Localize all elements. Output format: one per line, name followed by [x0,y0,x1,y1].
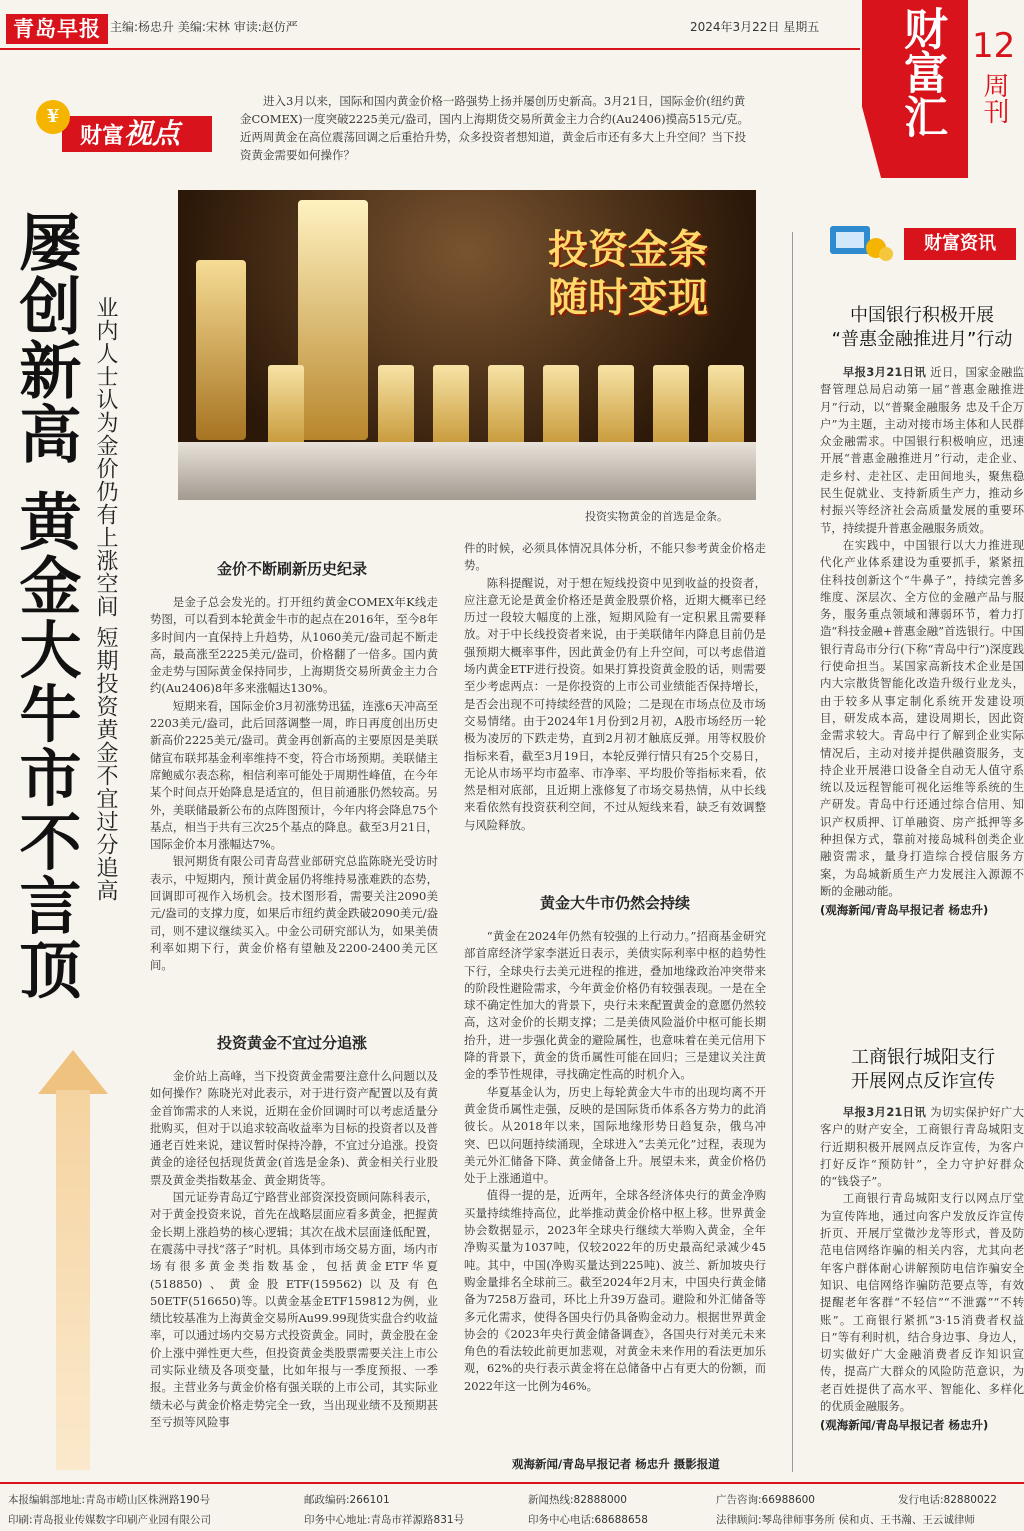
finance-news-icon [826,216,896,264]
weekly-label: 周刊 [979,72,1009,124]
intro-paragraph: 进入3月以来，国际和国内黄金价格一路强势上扬并屡创历史新高。3月21日，国际金价(纽约黄金COMEX)一度突破2225美元/盎司，国内上海期货交易所黄金主力合约(Au2406)摸高515元/克。近两周黄金在高位震荡回调之后重拾升势，众多投资者想知道，黄金后市还有多大上升空间？当下投资黄金需要如何操作？ [240,94,749,162]
right-article-2-body [820,1104,1024,1435]
section-name: 财富汇 [896,6,947,138]
paragraph: 值得一提的是，近两年，全球各经济体央行的黄金净购买量持续维持高位，此举推动黄金价格中枢上移。世界黄金协会数据显示，2023年全球央行继续大举购入黄金，全年净购买量为1037吨，仅较2022年的历史最高纪录减少45吨。其中，中国(净购买量达到225吨)、波兰、新加坡央行购金量排名全球前三。截至2024年2月末，中国央行黄金储备为7258万盎司，环比上升39万盎司。避险和外汇储备等多元化需求，使得各国央行仍具备购金动力。根据世界黄金协会的《2023年央行黄金储备调查》，各国央行对美元未来角色的看法较此前更加悲观，对黄金未来作用的看法更加乐观，62%的央行表示黄金将在总储备中占有更大的份额，而2022年这一比例为46%。 [464,1188,766,1393]
photo-title-line1: 投资金条 [548,227,708,273]
title-line: 开展网点反诈宣传 [851,1071,995,1092]
article-lead: 早报3月21日讯 [842,365,927,379]
footer-hotline: 新闻热线:82888000 [528,1494,627,1506]
section-body-2-continued [464,540,766,834]
photo-title-line2: 随时变现 [548,275,708,321]
paragraph: 工商银行青岛城阳支行以网点厅堂为宣传阵地，通过向客户发放反诈宣传折页、开展厅堂微沙龙等形式，普及防范电信网络诈骗的相关内容，尤其向老年客户群体耐心讲解预防电信诈骗安全知识、电信网络诈骗防范要点等，有效提醒老年客群“不轻信”“不泄露”“不转账”。工商银行紧抓“3·15消费者权益日”等有利时机，结合身边事、身边人，切实做好广大金融消费者反诈知识宣传，提高广大群众的风险防范意识，为老百姓提供了高水平、智能化、多样化的优质金融服务。 [820,1191,1024,1414]
column-label-prefix: 财富 [80,124,125,149]
section-body-3 [464,928,766,1395]
paragraph: 为切实保护好广大客户的财产安全，工商银行青岛城阳支行近期积极开展网点反诈宣传，为客户打好反诈“预防针”，全力守护好群众的“钱袋子”。 [820,1105,1024,1189]
section-body-1 [150,594,438,975]
paragraph: 在实践中，中国银行以大力推进现代化产业体系建设为重要抓手，紧紧扭住科技创新这个“牛鼻子”，持续完善多维度、深层次、全方位的金融产品与服务，服务重点领域和薄弱环节，着力打造“科技金融+普惠金融”首选银行。中国银行青岛市分行(下称“青岛中行”)深度践行使命担当。某国家高新技术企业是国内大宗散货智能化改造升级行业龙头，由于较多从事定制化系统开发建设项目，研发成本高，建设周期长，因此资金需求较大。青岛中行了解到企业实际情况后，主动对接并提供融资服务，支持企业开展港口设备全自动无人值守系统以及远程智能可视化运维等系统的生产研发。青岛中行还通过综合信用、知识产权质押、订单融资、房产抵押等多种担保方式，靠前对接岛城科创类企业融资需求，量身打造综合授信服务方案，为岛城新质生产力发展注入源源不断的金融动能。 [820,537,1024,898]
right-article-1-title [806,304,1024,352]
page-number: 12 [972,26,1016,66]
footer-postcode: 邮政编码:266101 [304,1494,390,1506]
section-title-1: 金价不断刷新历史纪录 [216,560,367,578]
right-article-2-title [812,1046,1024,1094]
title-line: 中国银行积极开展 [850,305,994,326]
paragraph: 陈科提醒说，对于想在短线投资中见到收益的投资者，应注意无论是黄金价格还是黄金股票价格，近期大概率已经历过一段较大幅度的上涨，短期风险有一定积累且需要释放。对于中长线投资者来说，由于美联储年内降息目前仍是强预期大概率事件，因此黄金仍有上升空间，可以考虑借道场内黄金ETF进行投资。如果打算投资黄金股的话，则需要至少考虑两点：一是你投资的上市公司业绩能否保持增长，是否会出现不可持续经营的风险；二是现在市场点位及市场交易情绪。由于2024年1月份到2月初，A股市场经历一轮极为凌厉的下跌走势，直到2月初才触底反弹。用等权股价指标来看，截至3月19日，本轮反弹行情只有25个交易日，无论从市场平均市盈率、市净率、平均股价等指标来看，依然是相对底部，且近期上涨修复了市场交易热情，从中长线来看依然有投资获利空间，不过从短线来看，缺乏有效调整与风险释放。 [464,575,766,832]
header-rule [0,48,860,50]
column-label [62,116,212,152]
up-arrow-icon [38,1050,108,1094]
article-lead: 早报3月21日讯 [842,1105,927,1119]
paragraph: 是金子总会发光的。打开纽约黄金COMEX年K线走势图，可以看到本轮黄金牛市的起点在2016年，至今8年多时间内一直保持上升趋势，从1060美元/盎司起不断走高，最高涨至2225美元/盎司，价格翻了一倍多。国内黄金走势与国际黄金保持同步，上海期货交易所黄金主力合约(Au2406)8年多来涨幅达130%。 [150,595,438,696]
section-title-2: 投资黄金不宜过分追涨 [216,1034,367,1052]
footer-ad: 广告咨询:66988600 [716,1494,815,1506]
main-headline: 屡创新高 黄金大牛市不言顶 [9,210,82,1002]
right-article-1-body [820,364,1024,920]
photo-title [548,226,708,322]
paragraph: “黄金在2024年仍然有较强的上行动力。”招商基金研究部首席经济学家李湛近日表示，美债实际利率中枢的趋势性下行，全球央行去美元进程的推进，叠加地缘政治冲突带来的阶段性避险需求，今年黄金价格仍有较强表现。一是在全球不确定性加大的背景下，央行未来配置黄金的意愿仍然较高，这对金价的长期支撑；二是美债风险溢价中枢可能长期抬升，进一步强化黄金的避险属性，也意味着在美元信用下降的背景下，黄金的货币属性可能在回归；三是建议关注黄金的季节性规律，寻找确定性高的时机介入。 [464,929,766,1082]
article-byline: (观海新闻/青岛早报记者 杨忠升) [820,1418,989,1433]
column-divider [792,232,793,1472]
footer-distribution: 发行电话:82880022 [898,1494,997,1506]
photo-caption: 投资实物黄金的首选是金条。 [585,510,728,523]
title-line: “普惠金融推进月”行动 [831,329,1013,350]
article-byline: (观海新闻/青岛早报记者 杨忠升) [820,903,989,918]
sub-headline: 业内人士认为金价仍有上涨空间 短期投资黄金不宜过分追高 [93,296,118,902]
footer-printer: 印刷:青岛报业传媒数字印刷产业园有限公司 [8,1514,212,1526]
paragraph: 华夏基金认为，历史上每轮黄金大牛市的出现均离不开黄金货币属性走强，反映的是国际货币体系各方势力的此消彼长。从2018年以来，国际地缘形势日趋复杂，俄乌冲突、巴以问题持续涌现，全球进入“去美元化”过程，表现为美元外汇储备下降、黄金储备上升。展望未来，黄金价格仍处于上涨通道中。 [464,1084,766,1186]
paragraph: 短期来看，国际金价3月初涨势迅猛，连涨6天冲高至2203美元/盎司，此后回落调整一周，昨日再度创出历史新高价2225美元/盎司。黄金再创新高的主要原因是美联储宣布联邦基金利率维持不变，符合市场预期。美联储主席鲍威尔表态称，相信利率可能处于周期性峰值，在今年某个时间点开始降息是适宜的，但目前通胀仍然较高。另外，美联储最新公布的点阵图预计，今年内将会降息75个基点，相当于共有三次25个基点的降息。截至3月21日，国际金价本月涨幅达7%。 [150,698,438,852]
footer-rule [0,1482,1024,1484]
editors-line: 主编:杨忠升 美编:宋林 审读:赵仿严 [110,20,298,34]
paragraph: 金价站上高峰，当下投资黄金需要注意什么问题以及如何操作？陈晓光对此表示，对于进行资产配置以及有黄金首饰需求的人来说，近期在金价回调时可以考虑适量分批购买，但对于以追求较高收益率为目标的投资者以及普通老百姓来说，建议暂时保持冷静，不宜过分追涨。投资黄金的途径包括现货黄金(首选是金条)、黄金相关行业股票及黄金类指数基金、黄金期货等。 [150,1069,438,1187]
finance-news-label: 财富资讯 [904,228,1016,260]
footer-legal: 法律顾问:琴岛律师事务所 侯和贞、王书瀚、王云诚律师 [716,1514,975,1526]
newspaper-logo: 青岛早报 [6,14,108,44]
issue-date: 2024年3月22日 星期五 [690,20,820,34]
paragraph: 国元证券青岛辽宁路营业部资深投资顾问陈科表示，对于黄金投资来说，首先在战略层面应看多黄金，把握黄金长期上涨趋势的核心逻辑；其次在战术层面逢低配置，在震荡中寻找“落子”时机。具体到市场交易方面，场内市场有很多黄金类指数基金，包括黄金ETF华夏(518850)、黄金股ETF(159562)以及有色50ETF(516650)等。以黄金基金ETF159812为例，业绩比较基准为上海黄金交易所Au99.99现货实盘合约收益率，可以通过场内交易方式投资黄金。同时，黄金股在金价上涨中弹性更大些，但投资黄金类股票需要关注上市公司实际业绩及各项变量，比如年报与一季度预报、一季报。主营业务与黄金价格有强关联的上市公司，其实际业绩未必与黄金价格走势完全一致，当出现业绩不及预期甚至亏损等风险事 [150,1190,438,1429]
section-body-2 [150,1068,438,1431]
paragraph: 银河期货有限公司青岛营业部研究总监陈晓光受访时表示，中短期内，预计黄金届仍将维持易涨难跌的态势，回调即可视作入场机会。技术图形看，需要关注2090美元/盎司的支撑力度，如果后市纽约黄金跌破2090美元/盎司，则不建议继续买入。中金公司研究部认为，如果美债利率如期下行，黄金价格有望触及2200-2400美元区间。 [150,854,438,973]
paragraph: 近日，国家金融监督管理总局启动第一届“普惠金融推进月”行动，以“普聚金融服务 忠及千企万户”为主题，主动对接市场主体和人民群众金融需求。中国银行积极响应，迅速开展“普惠金融推进月”行动，走企业、走乡村、走社区、走田间地头，聚焦稳民生促就业、支持新质生产力，推动乡村振兴等经济社会高质量发展的重要环节，持续提升普惠金融服务质效。 [820,365,1024,535]
main-byline: 观海新闻/青岛早报记者 杨忠升 摄影报道 [512,1457,720,1471]
footer-address: 本报编辑部地址:青岛市崂山区株洲路190号 [8,1494,211,1506]
footer-print-address: 印务中心地址:青岛市祥源路831号 [304,1514,465,1526]
paragraph: 件的时候，必须具体情况具体分析，不能只参考黄金价格走势。 [464,541,766,573]
up-arrow-stem [56,1090,90,1470]
footer-print-phone: 印务中心电话:68688658 [528,1514,648,1526]
column-label-em: 视点 [124,117,181,150]
coin-icon: ¥ [36,100,70,134]
section-title-3: 黄金大牛市仍然会持续 [539,894,690,912]
title-line: 工商银行城阳支行 [851,1047,995,1068]
